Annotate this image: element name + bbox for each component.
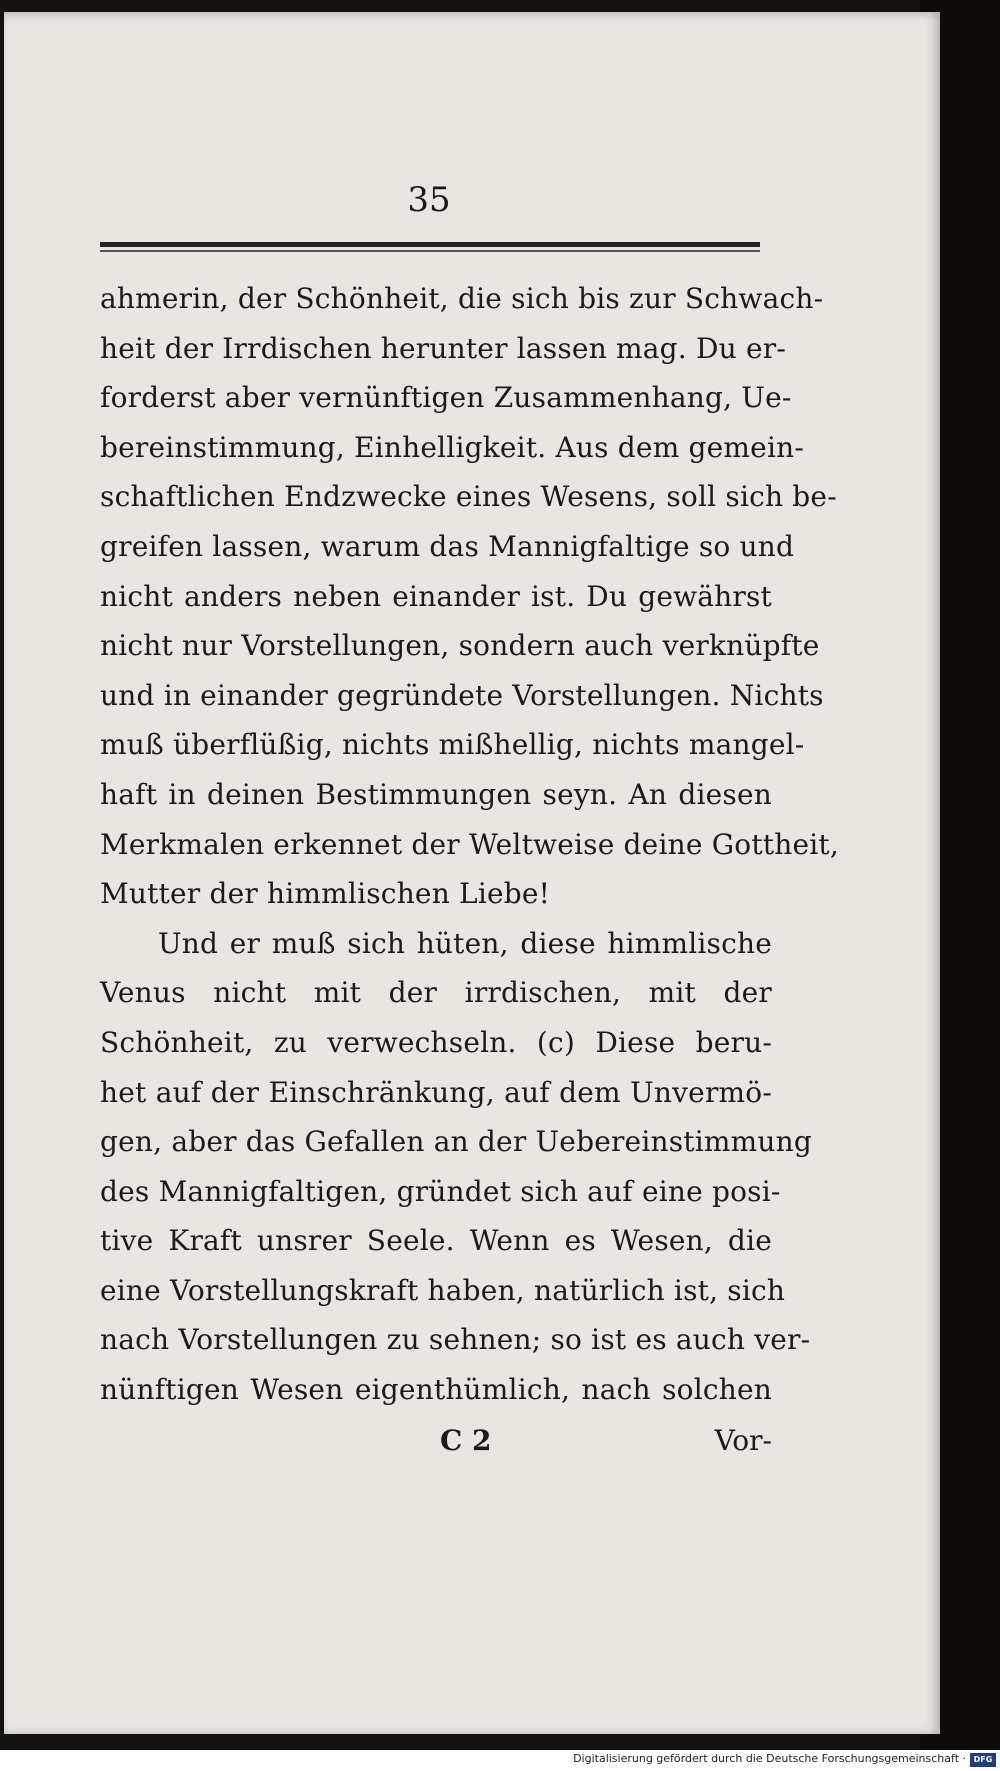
text-line: haft in deinen Bestimmungen seyn. An diesen: [100, 777, 772, 811]
page-footer: [100, 1416, 772, 1466]
header-rule-thin: [100, 250, 760, 252]
text-line: Und er muß sich hüten, diese himmlische: [158, 926, 772, 960]
book-page: [4, 12, 940, 1734]
text-line: nicht nur Vorstellungen, sondern auch verknüpfte: [100, 629, 820, 663]
text-line: muß überflüßig, nichts mißhellig, nichts mangel-: [100, 728, 805, 762]
text-line: tive Kraft unsrer Seele. Wenn es Wesen, die: [100, 1224, 772, 1258]
text-line: gen, aber das Gefallen an der Uebereinstimmung: [100, 1125, 812, 1159]
body-text: [100, 274, 839, 1415]
page-number: 35: [407, 180, 451, 220]
credit-bar: [0, 1750, 1000, 1771]
dfg-logo-icon: DFG: [970, 1753, 996, 1767]
text-line: het auf der Einschränkung, auf dem Unvermö-: [100, 1075, 772, 1109]
text-line: greifen lassen, warum das Mannigfaltige so und: [100, 529, 795, 563]
catchword: Vor-: [714, 1424, 772, 1457]
text-line: schaftlichen Endzwecke eines Wesens, soll sich be-: [100, 480, 837, 514]
text-line: des Mannigfaltigen, gründet sich auf eine posi-: [100, 1174, 781, 1208]
text-line: forderst aber vernünftigen Zusammenhang, Ue-: [100, 381, 792, 415]
text-line: Mutter der himmlischen Liebe!: [100, 877, 551, 911]
signature-mark: C 2: [440, 1424, 492, 1457]
text-line: Merkmalen erkennet der Weltweise deine Gottheit,: [100, 827, 839, 861]
text-line: Venus nicht mit der irrdischen, mit der: [100, 976, 772, 1010]
text-line: eine Vorstellungskraft haben, natürlich ist, sich: [100, 1273, 786, 1307]
text-line: nach Vorstellungen zu sehnen; so ist es auch ver-: [100, 1323, 811, 1357]
digitization-credit: Digitalisierung gefördert durch die Deutsche Forschungsgemeinschaft ·: [573, 1752, 966, 1765]
text-line: nicht anders neben einander ist. Du gewährst: [100, 579, 772, 613]
text-line: Schönheit, zu verwechseln. (c) Diese beru-: [100, 1025, 772, 1059]
text-line: bereinstimmung, Einhelligkeit. Aus dem gemein-: [100, 430, 805, 464]
text-line: nünftigen Wesen eigenthümlich, nach solchen: [100, 1373, 772, 1407]
header-rule: [100, 242, 760, 247]
text-line: und in einander gegründete Vorstellungen. Nichts: [100, 678, 824, 712]
text-line: heit der Irrdischen herunter lassen mag. Du er-: [100, 331, 787, 365]
text-line: ahmerin, der Schönheit, die sich bis zur Schwach-: [100, 282, 824, 315]
